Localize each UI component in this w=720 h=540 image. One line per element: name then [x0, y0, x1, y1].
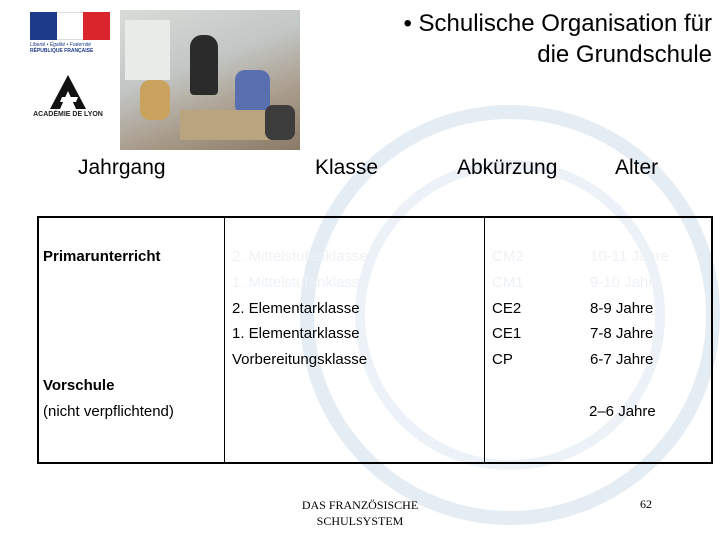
photo-student [140, 80, 170, 120]
photo-teacher [190, 35, 218, 95]
vorschule-label: Vorschule [43, 377, 115, 394]
page-number: 62 [640, 497, 652, 511]
abk-row-2: CE1 [492, 325, 522, 342]
klasse-row-3: Vorbereitungsklasse [232, 351, 368, 368]
header-abkuerzung: Abkürzung [457, 156, 558, 179]
footer-line-2: SCHULSYSTEM [316, 514, 404, 528]
alter-hidden-1: 10-11 Jahre [590, 248, 669, 265]
republique-francaise-logo [30, 12, 110, 64]
title-line-2: die Grundschule [537, 41, 712, 68]
slide-footer [280, 497, 440, 529]
flag-red [83, 12, 110, 40]
vorschule-note: (nicht verpflichtend) [43, 403, 174, 420]
table-divider [484, 216, 485, 464]
alter-row-3: 6-7 Jahre [590, 351, 654, 368]
klasse-row-2: 1. Elementarklasse [232, 325, 360, 342]
header-klasse: Klasse [315, 156, 379, 179]
flag-blue [30, 12, 57, 40]
alter-row-2: 7-8 Jahre [590, 325, 654, 342]
header-jahrgang: Jahrgang [78, 156, 166, 179]
photo-student [235, 70, 270, 115]
photo-window [125, 20, 170, 80]
title-line-1: • Schulische Organisation für [403, 10, 712, 37]
photo-desk [180, 110, 270, 140]
classroom-photo [120, 10, 300, 150]
alter-row-1: 8-9 Jahre [590, 300, 654, 317]
alter-hidden-2: 9-10 Jahre [590, 274, 662, 291]
slide-title [292, 8, 712, 70]
abk-row-3: CP [492, 351, 513, 368]
abk-row-1: CE2 [492, 300, 522, 317]
republique-motto: Liberté • Égalité • Fraternité [30, 42, 92, 48]
academie-a-icon [48, 75, 88, 109]
table-divider [224, 216, 225, 464]
abk-hidden-1: CM2 [492, 248, 524, 265]
academie-de-lyon-logo [18, 75, 118, 125]
flag-white [57, 12, 84, 40]
abk-hidden-2: CM1 [492, 274, 524, 291]
republique-name: RÉPUBLIQUE FRANÇAISE [30, 48, 94, 54]
header-alter: Alter [615, 156, 659, 179]
klasse-hidden-1: 2. Mittelstufenklasse [232, 248, 368, 265]
academie-name: ACADÉMIE DE LYON [33, 111, 103, 118]
footer-line-1: DAS FRANZÖSISCHE [301, 498, 419, 512]
french-flag-icon [30, 12, 110, 40]
vorschule-alter: 2–6 Jahre [589, 403, 656, 420]
klasse-hidden-2: 1. Mittelstufenklasse [232, 274, 368, 291]
klasse-row-1: 2. Elementarklasse [232, 300, 360, 317]
photo-student [265, 105, 295, 140]
primarunterricht-label: Primarunterricht [43, 248, 161, 265]
